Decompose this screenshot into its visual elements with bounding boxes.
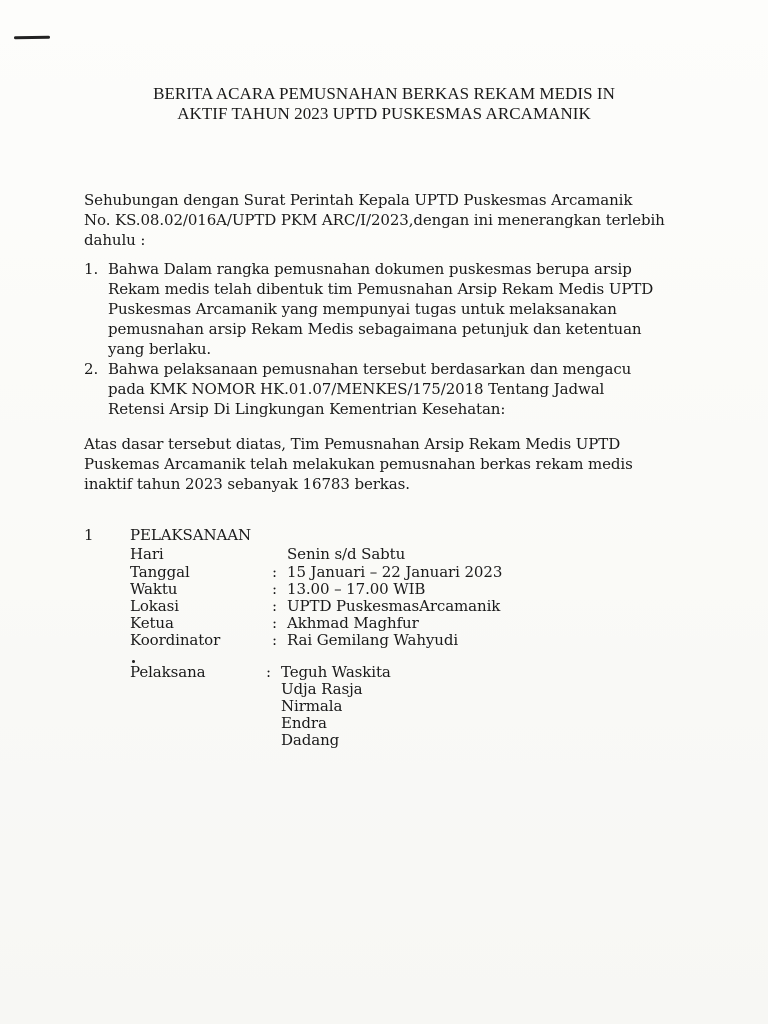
title-line-1: BERITA ACARA PEMUSNAHAN BERKAS REKAM MEDIS IN: [153, 84, 615, 103]
intro-line: Sehubungan dengan Surat Perintah Kepala UPTD Puskesmas Arcamanik: [84, 191, 633, 209]
list-item-line: Rekam medis telah dibentuk tim Pemusnahan Arsip Rekam Medis UPTD: [108, 280, 654, 298]
detail-row-tanggal: [84, 564, 684, 581]
detail-label: Hari: [130, 545, 164, 563]
document-title: [0, 84, 768, 124]
intro-paragraph: [84, 190, 684, 250]
detail-label: Pelaksana: [130, 663, 206, 681]
detail-row-waktu: [84, 581, 684, 598]
detail-label: Waktu: [130, 580, 178, 598]
detail-colon: :: [266, 663, 271, 681]
list-item-line: pemusnahan arsip Rekam Medis sebagaimana petunjuk dan ketentuan: [108, 320, 642, 338]
detail-colon: :: [272, 563, 277, 581]
detail-colon: :: [272, 580, 277, 598]
pelaksana-name: Dadang: [281, 731, 340, 749]
detail-label: Lokasi: [130, 597, 179, 615]
list-item-line: yang berlaku.: [108, 340, 212, 358]
numbered-list: [84, 259, 684, 419]
detail-row-ketua: [84, 615, 684, 632]
detail-colon: :: [272, 614, 277, 632]
detail-value: UPTD PuskesmasArcamanik: [287, 597, 501, 615]
list-item-line: Puskesmas Arcamanik yang mempunyai tugas untuk melaksanakan: [108, 300, 617, 318]
detail-colon: :: [272, 631, 277, 649]
title-line-2: AKTIF TAHUN 2023 UPTD PUSKESMAS ARCAMANIK: [177, 104, 591, 123]
closing-line: Atas dasar tersebut diatas, Tim Pemusnahan Arsip Rekam Medis UPTD: [84, 435, 621, 453]
closing-line: inaktif tahun 2023 sebanyak 16783 berkas.: [84, 475, 410, 493]
detail-label: Tanggal: [130, 563, 190, 581]
scan-mark: [14, 36, 50, 40]
list-item-number: 1.: [84, 260, 99, 278]
detail-value: 15 Januari – 22 Januari 2023: [287, 563, 503, 581]
closing-paragraph: [84, 434, 684, 494]
detail-row-koordinator: [84, 632, 684, 649]
list-item-line: Bahwa pelaksanaan pemusnahan tersebut berdasarkan dan mengacu: [108, 360, 632, 378]
detail-value: Senin s/d Sabtu: [287, 545, 406, 563]
detail-label: Koordinator: [130, 631, 221, 649]
pelaksana-name: Udja Rasja: [281, 680, 363, 698]
detail-colon: :: [272, 597, 277, 615]
pelaksana-names: [281, 664, 481, 749]
detail-label: Ketua: [130, 614, 174, 632]
intro-line: dahulu :: [84, 231, 146, 249]
list-item-line: Retensi Arsip Di Lingkungan Kementrian Kesehatan:: [108, 400, 506, 418]
pelaksana-name: Nirmala: [281, 697, 343, 715]
section-title: PELAKSANAAN: [130, 526, 251, 544]
list-item-number: 2.: [84, 360, 99, 378]
closing-line: Puskemas Arcamanik telah melakukan pemusnahan berkas rekam medis: [84, 455, 633, 473]
detail-row-hari: [84, 546, 684, 563]
list-item-line: pada KMK NOMOR HK.01.07/MENKES/175/2018 Tentang Jadwal: [108, 380, 605, 398]
section-number: 1: [84, 526, 94, 544]
detail-value: Rai Gemilang Wahyudi: [287, 631, 459, 649]
detail-value: Akhmad Maghfur: [287, 614, 419, 632]
pelaksana-name: Teguh Waskita: [281, 663, 391, 681]
list-item: [84, 259, 684, 359]
list-item-line: Bahwa Dalam rangka pemusnahan dokumen puskesmas berupa arsip: [108, 260, 632, 278]
detail-value: 13.00 – 17.00 WIB: [287, 580, 426, 598]
list-item: [84, 359, 684, 419]
detail-row-lokasi: [84, 598, 684, 615]
pelaksana-name: Endra: [281, 714, 327, 732]
intro-line: No. KS.08.02/016A/UPTD PKM ARC/I/2023,dengan ini menerangkan terlebih: [84, 211, 665, 229]
